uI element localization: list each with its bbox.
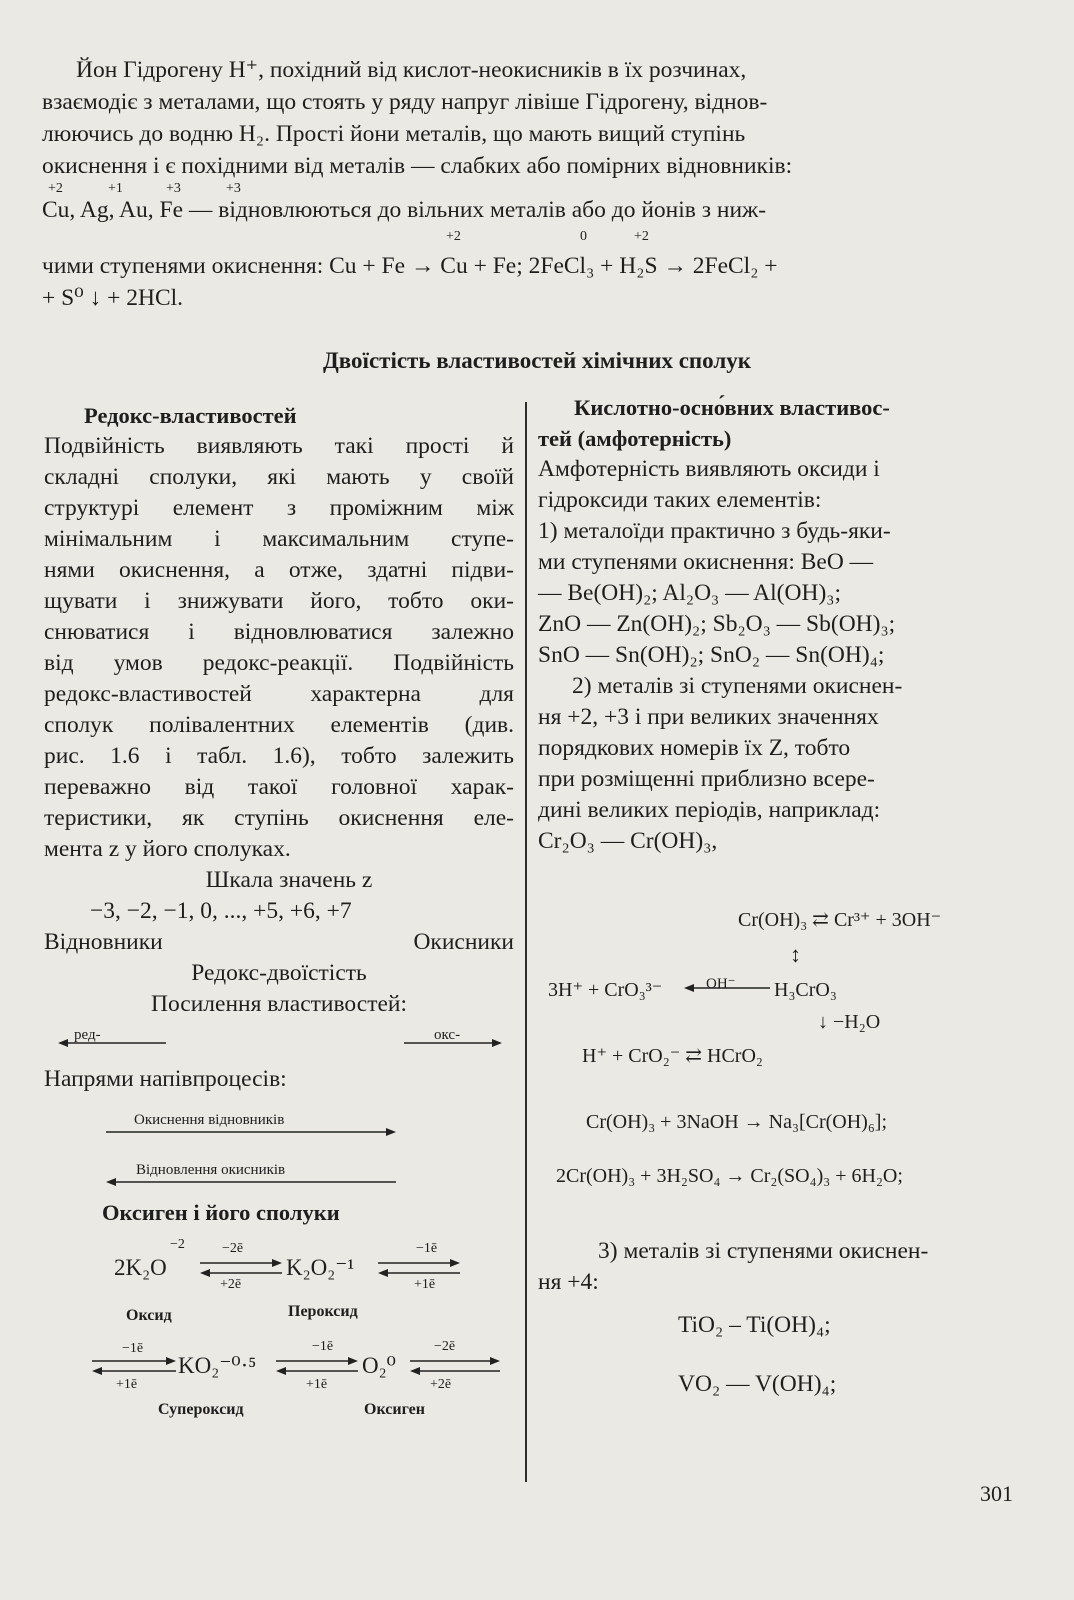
redox-heading: Редокс-властивостей (84, 403, 297, 428)
amphoteric-paragraph-2 (538, 671, 1018, 857)
right-arrow-icon (404, 1036, 502, 1050)
intro-line-1: Йон Гідрогену H⁺, похідний від кислот-неокисників в їх розчинах, (76, 57, 747, 83)
scale-ends (44, 927, 514, 958)
e-minus-2-label-b: −2ē (434, 1339, 456, 1354)
oxide-label: Оксид (126, 1307, 172, 1324)
e-minus-2-label-a: −2ē (222, 1241, 244, 1256)
reduction-arrow-icon (106, 1175, 406, 1189)
redox-duality-label: Редокс-двоїстість (191, 960, 367, 986)
left-para-line: складні сполуки, які мають у своїй (44, 464, 514, 490)
reduction-arrow-block (44, 1141, 514, 1191)
left-para-line: сполук полівалентних елементів (див. (44, 712, 514, 738)
v-equation: VO₂ — V(OH)₄; (678, 1371, 837, 1397)
right-para1-line: SnO — Sn(OH)₂; SnO₂ — Sn(OH)₄; (538, 642, 885, 668)
scheme-row-3: ↓ −H₂O (818, 1011, 881, 1033)
oxygen-equations (44, 1228, 514, 1396)
equilibrium-arrow-icon-3 (92, 1356, 176, 1378)
right-para2-line: дині великих періодів, наприклад: (538, 797, 881, 823)
ox-state-ag: +1 (108, 181, 123, 196)
oxygen-labels-row-2 (44, 1394, 514, 1418)
left-para-line: мента z у його сполуках. (44, 836, 291, 862)
e-plus-2-label-a: +2ē (220, 1277, 242, 1292)
scheme-row-2-right: H₃CrO₃ (774, 979, 837, 1001)
oxidizers-label: Окисники (413, 929, 514, 955)
ox-state-fe: +3 (226, 181, 241, 196)
oxidation-reducers-label: Окиснення відновників (134, 1112, 285, 1128)
e-minus-1-label-b: −1ē (122, 1341, 144, 1356)
right-para1-line: ZnO — Zn(OH)₂; Sb₂O₃ — Sb(OH)₃; (538, 611, 896, 637)
naoh-equation: Cr(OH)₃ + 3NaOH → Na₃[Cr(OH)₆]; (586, 1111, 888, 1133)
oxidation-arrow-block (44, 1095, 514, 1141)
right-para2-line: порядкових номерів їх Z, тобто (538, 735, 851, 761)
reducers-label: Відновники (44, 929, 163, 955)
redox-paragraph (44, 431, 514, 865)
ox-state-au: +3 (166, 181, 181, 196)
equilibrium-arrow-icon-5 (410, 1356, 500, 1378)
page-number: 301 (980, 1481, 1013, 1506)
left-para-line: снюватися і відновлюватися залежно (44, 619, 514, 645)
right-column (538, 392, 1018, 1400)
right-para1-line: ми ступенями окиснення: BeO — (538, 549, 874, 575)
intro-line-4: окиснення і є похідними від металів — слабких або помірних відновників: (42, 153, 793, 179)
left-para-line: мінімальним і максимальним ступе- (44, 526, 514, 552)
equilibrium-arrow-icon (200, 1258, 282, 1280)
ox-state-eq-3: +2 (634, 229, 649, 244)
amphoteric-para3-line1: 3) металів зі ступенями окиснен- (598, 1238, 929, 1264)
left-para-line: щувати і знижувати його, тобто оки- (44, 588, 514, 614)
equilibrium-arrow-icon-4 (276, 1356, 358, 1378)
e-plus-2-label-b: +2ē (430, 1377, 452, 1392)
scale-title: Шкала значень z (205, 867, 373, 893)
intro-line-5: Cu, Ag, Au, Fe — відновлюються до вільних металів або до йонів з ниж- (42, 197, 767, 223)
left-para-line: структурі елемент з проміжним між (44, 495, 514, 521)
oxygen-heading: Оксиген і його сполуки (102, 1200, 340, 1225)
updown-arrow-icon: ↕ (790, 942, 801, 967)
scale-values: −3, −2, −1, 0, ..., +5, +6, +7 (90, 898, 352, 924)
superoxide-label: Супероксид (158, 1401, 244, 1418)
amphoteric-para3-line2: ня +4: (538, 1269, 599, 1295)
ox-state-eq-1: +2 (446, 229, 461, 244)
oxidation-arrow-icon (106, 1125, 396, 1139)
e-plus-1-label-a: +1ē (414, 1277, 436, 1292)
scheme-row-2-left: 3H⁺ + CrO₃³⁻ (548, 979, 663, 1001)
amplification-label: Посилення властивостей: (150, 991, 408, 1017)
ko2-formula: KO₂⁻⁰·⁵ (178, 1353, 257, 1378)
left-arrow-icon (58, 1036, 168, 1050)
peroxide-label: Пероксид (288, 1303, 358, 1320)
acid-base-heading-2: тей (амфотерність) (538, 426, 732, 451)
right-para1-line: Амфотерність виявляють оксиди і (538, 456, 880, 482)
directions-label: Напрями напівпроцесів: (44, 1066, 287, 1092)
intro-line-2: взаємодіє з металами, що стоять у ряду напруг лівіше Гідрогену, віднов- (42, 89, 768, 115)
right-para2-line: Cr₂O₃ — Cr(OH)₃, (538, 828, 718, 854)
right-para2-line: ня +2, +3 і при великих значеннях (538, 704, 879, 730)
ox-state-cu: +2 (48, 181, 63, 196)
right-para2-line: 2) металів зі ступенями окиснен- (572, 673, 903, 699)
intro-paragraph (42, 54, 1022, 314)
k2o2-formula: K₂O₂⁻¹ (286, 1255, 355, 1280)
section-title: Двоїстість властивостей хімічних сполук (322, 348, 752, 373)
right-para1-line: — Be(OH)₂; Al₂O₃ — Al(OH)₃; (538, 580, 841, 606)
intro-line-3: люючись до водню H₂. Прості йони металів, що мають вищий ступінь (42, 121, 746, 147)
k2o-ox-state: −2 (170, 1237, 185, 1252)
scheme-row-4: H⁺ + CrO₂⁻ ⇄ HCrO₂ (582, 1045, 763, 1067)
e-minus-1-label-c: −1ē (312, 1339, 334, 1354)
oks-label: окс- (434, 1027, 461, 1043)
amphoteric-paragraph-1 (538, 454, 1018, 671)
left-column (44, 400, 514, 1418)
left-para-line: нями окиснення, а отже, здатні підви- (44, 557, 514, 583)
e-plus-1-label-c: +1ē (306, 1377, 328, 1392)
left-para-line: теристики, як ступінь окиснення еле- (44, 805, 514, 831)
equation-ox-states (42, 230, 1022, 244)
o2-formula: O₂⁰ (362, 1353, 396, 1378)
h2so4-equation: 2Cr(OH)₃ + 3H₂SO₄ → Cr₂(SO₄)₃ + 6H₂O; (556, 1165, 903, 1187)
left-para-line: від умов редокс-реакції. Подвійність (44, 650, 514, 676)
left-para-line: переважно від такої головної харак- (44, 774, 514, 800)
red-oks-arrows (44, 1020, 514, 1050)
scheme-row-1: Cr(OH)₃ ⇄ Cr³⁺ + 3OH⁻ (738, 909, 942, 931)
intro-line-6: чими ступенями окиснення: Cu + Fe → Cu + Fe; 2FeCl₃ + H₂S → 2FeCl₂ + (42, 253, 778, 279)
e-plus-1-label-b: +1ē (116, 1377, 138, 1392)
scheme-left-arrow-icon (684, 983, 770, 993)
left-para-line: Подвійність виявляють такі прості й (44, 433, 514, 459)
left-para-line: редокс-властивостей характерна для (44, 681, 514, 707)
right-para1-line: 1) металоїди практично з будь-яки- (538, 518, 891, 544)
right-para2-line: при розміщенні приблизно всере- (538, 766, 875, 792)
chromium-scheme (538, 879, 1018, 1169)
reduction-oxidizers-label: Відновлення окисників (136, 1162, 286, 1178)
oxygen-label: Оксиген (364, 1401, 425, 1418)
ox-state-eq-2: 0 (580, 229, 587, 244)
ti-equation: TiO₂ – Ti(OH)₄; (678, 1312, 831, 1338)
acid-base-heading-1: Кислотно-осно́вних властивос- (574, 395, 890, 420)
red-label: ред- (74, 1027, 101, 1043)
column-divider (525, 402, 527, 1482)
k2o-formula: 2K₂O (114, 1255, 167, 1280)
right-para1-line: гідроксиди таких елементів: (538, 487, 822, 513)
scheme-oh-label: OH⁻ (706, 976, 736, 992)
left-para-line: рис. 1.6 і табл. 1.6), тобто залежить (44, 743, 514, 769)
e-minus-1-label-a: −1ē (416, 1241, 438, 1256)
intro-line-7: + S⁰ ↓ + 2HCl. (42, 285, 184, 311)
